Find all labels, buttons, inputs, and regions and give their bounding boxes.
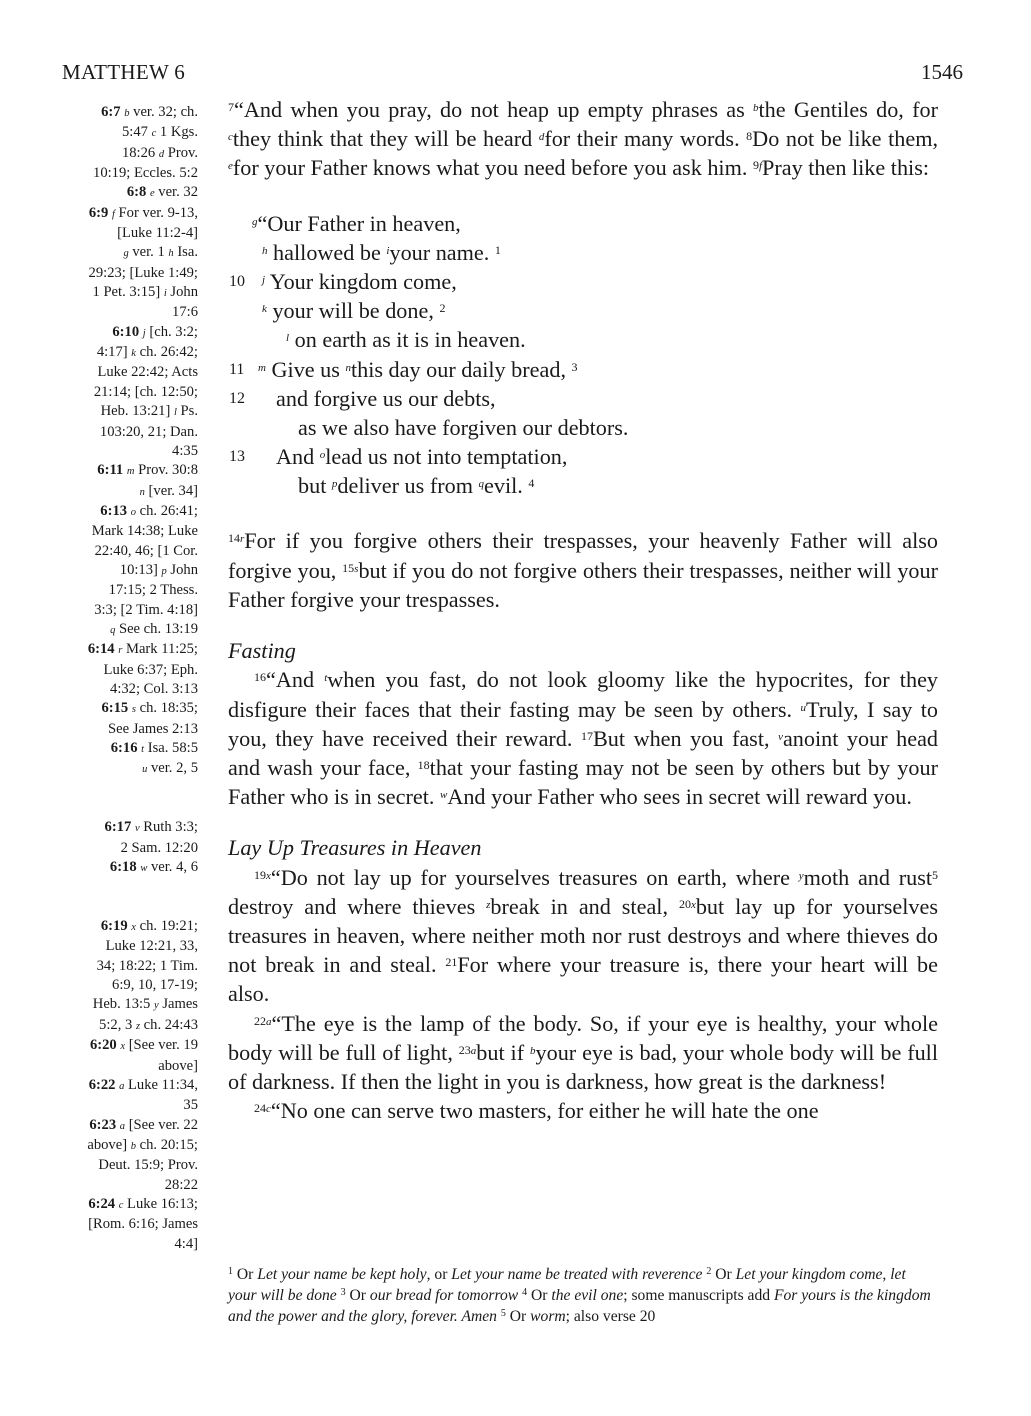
cross-ref-line: Luke 22:42; Acts (97, 364, 198, 381)
cross-ref-line: 6:11 m Prov. 30:8 (97, 462, 198, 479)
cross-ref-line: See James 2:13 (108, 720, 198, 737)
cross-ref-line: n [ver. 34] (139, 482, 198, 499)
cross-ref-line: u ver. 2, 5 (142, 760, 198, 777)
poem-line (228, 267, 938, 296)
page-number: 1546 (921, 60, 963, 84)
cross-ref-line: 29:23; [Luke 1:49; (88, 264, 198, 281)
poem-line-text: as we also have forgiven our debtors. (298, 414, 629, 440)
running-header-book-chapter: MATTHEW 6 (62, 60, 186, 84)
cross-ref-line: 1 Pet. 3:15] i John (92, 284, 198, 301)
cross-ref-line: 6:24 c Luke 16:13; (88, 1195, 198, 1212)
cross-ref-line: 103:20, 21; Dan. (99, 423, 198, 440)
poem-line-text: $^m$ Give us $^n$this day our daily bread, $^3$ (258, 356, 578, 382)
cross-ref-line: Heb. 13:5 y James (92, 996, 198, 1013)
cross-ref-line: Mark 14:38; Luke (91, 523, 198, 540)
poem-line-text: but $^p$deliver us from $^q$evil. $^4$ (298, 473, 535, 499)
poem-line-text: and forgive us our debts, (276, 385, 496, 411)
main-text (228, 95, 938, 1125)
cross-ref-line: 10:13] p John (119, 561, 198, 578)
cross-ref-line: 6:17 v Ruth 3:3; (104, 819, 198, 836)
cross-ref-line: 6:23 a [See ver. 22 (89, 1116, 198, 1133)
poem-line (228, 384, 938, 413)
verse-number: 13 (229, 448, 245, 466)
paragraph-verses-19-21: $^{19x}$“Do not lay up for yourselves treasures on earth, where $^y$moth and rust$^5$ destroy and where thieves $^z$break in and steal, $^{20x}$but lay up for yourselves treasures in heaven, where neither moth nor rust destroys and where thieves do not break in and steal. $^{21}$For where your treasure is, there your heart will be also. (228, 864, 938, 1007)
paragraph-verses-7-9: $^7$“And when you pray, do not heap up empty phrases as $^b$the Gentiles do, for $^c$they think that they will be heard $^d$for their many words. $^8$Do not be like them, $^e$for your Father knows what you need before you ask him. $^{9f}$Pray then like this: (228, 97, 939, 181)
cross-ref-line: above] b ch. 20:15; (87, 1136, 198, 1153)
cross-ref-line: 22:40, 46; [1 Cor. (94, 542, 198, 559)
poem-line-text: $^h$ hallowed be $^i$your name. $^1$ (262, 239, 501, 265)
poem-line (228, 209, 938, 238)
cross-ref-line (50, 878, 198, 897)
cross-ref-line: 4:17] k ch. 26:42; (96, 344, 198, 361)
cross-ref-line: 10:19; Eccles. 5:2 (93, 165, 198, 182)
cross-ref-line (50, 780, 198, 799)
cross-ref-line: 35 (183, 1097, 198, 1114)
cross-reference-column (50, 103, 198, 1254)
cross-ref-line: Luke 12:21, 33, (105, 938, 198, 955)
poem-line-text: $^g$“Our Father in heaven, (252, 210, 461, 236)
poem-line (228, 442, 938, 471)
paragraph-verses-14-15: $^{14r}$For if you forgive others their trespasses, your heavenly Father will also forgive you, $^{15s}$but if you do not forgive others their trespasses, neither will your Father forgive your trespasses. (228, 528, 938, 612)
poem-line (228, 238, 938, 267)
poem-line (228, 355, 938, 384)
cross-ref-line: [Rom. 6:16; James (88, 1216, 198, 1233)
cross-ref-line: 4:32; Col. 3:13 (110, 680, 198, 697)
cross-ref-line: 5:47 c 1 Kgs. (121, 124, 198, 141)
cross-ref-line: q See ch. 13:19 (110, 620, 198, 637)
verse-number: 11 (229, 360, 245, 378)
verse-number: 10 (229, 272, 245, 290)
cross-ref-line: [Luke 11:2-4] (117, 225, 198, 242)
poem-line-text: $^k$ your will be done, $^2$ (262, 298, 446, 324)
cross-ref-line: 6:15 s ch. 18:35; (101, 700, 198, 717)
poem-line-text: $^l$ on earth as it is in heaven. (286, 327, 526, 353)
cross-ref-line: 6:19 x ch. 19:21; (100, 918, 198, 935)
cross-ref-line: Luke 6:37; Eph. (103, 661, 198, 678)
cross-ref-line: 34; 18:22; 1 Tim. (96, 957, 198, 974)
cross-ref-line: 17:6 (172, 304, 198, 321)
cross-ref-line: 6:8 e ver. 32 (126, 184, 198, 201)
cross-ref-line: 21:14; [ch. 12:50; (93, 383, 198, 400)
cross-ref-line: 18:26 d Prov. (121, 144, 198, 161)
poem-line (228, 471, 938, 500)
poem-line-text: $^j$ Your kingdom come, (262, 268, 457, 294)
cross-ref-line: 3:3; [2 Tim. 4:18] (94, 601, 198, 618)
cross-ref-line (50, 898, 198, 917)
cross-ref-line: 6:14 r Mark 11:25; (87, 641, 198, 658)
cross-ref-line: above] (158, 1057, 198, 1074)
cross-ref-line: 6:13 o ch. 26:41; (100, 502, 198, 519)
cross-ref-line: 6:20 x [See ver. 19 (89, 1037, 198, 1054)
cross-ref-line: 6:16 t Isa. 58:5 (110, 740, 198, 756)
section-heading-treasures: Lay Up Treasures in Heaven (228, 835, 482, 861)
cross-ref-line: 28:22 (164, 1176, 198, 1193)
cross-ref-line: 6:9 f For ver. 9-13, (88, 204, 198, 221)
lords-prayer-poem (228, 209, 938, 501)
cross-ref-line: 5:2, 3 z ch. 24:43 (99, 1016, 198, 1033)
poem-line-text: And $^o$lead us not into temptation, (276, 444, 568, 470)
section-heading-fasting: Fasting (228, 638, 296, 664)
cross-ref-line: 6:18 w ver. 4, 6 (109, 859, 198, 876)
cross-ref-line: 6:7 b ver. 32; ch. (101, 104, 198, 120)
cross-ref-line: 6:22 a Luke 11:34, (88, 1076, 198, 1093)
cross-ref-line: 6:9, 10, 17-19; (112, 977, 198, 994)
poem-line (228, 413, 938, 442)
paragraph-verses-22-23: $^{22a}$“The eye is the lamp of the body. So, if your eye is healthy, your whole body will be full of light, $^{23a}$but if $^b$your eye is bad, your whole body will be full of darkness. If then the light in you is darkness, how great is the darkness! (228, 1010, 939, 1094)
cross-ref-line: Heb. 13:21] l Ps. (100, 403, 198, 420)
verse-number: 12 (229, 389, 245, 407)
cross-ref-line (50, 799, 198, 818)
cross-ref-line: 6:10 j [ch. 3:2; (112, 323, 198, 340)
paragraph-verses-16-18: $^{16}$“And $^t$when you fast, do not look gloomy like the hypocrites, for they disfigure their faces that their fasting may be seen by others. $^u$Truly, I say to you, they have received their reward. $^{17}$But when you fast, $^v$anoint your head and wash your face, $^{18}$that your fasting may not be seen by others but by your Father who is in secret. $^w$And your Father who sees in secret will reward you. (228, 667, 939, 810)
cross-ref-line: 17:15; 2 Thess. (108, 582, 198, 599)
cross-ref-line: 4:35 (172, 442, 198, 459)
poem-line (228, 325, 938, 354)
paragraph-verse-24: $^{24c}$“No one can serve two masters, for either he will hate the one (254, 1098, 819, 1124)
cross-ref-line: g ver. 1 h Isa. (123, 244, 198, 261)
footnotes: $^1$ Or Let your name be kept holy, or Let your name be treated with reverence $^2$ Or Let your kingdom come, let your will be done $^3$ Or our bread for tomorrow $^4$ Or the evil one; some manuscripts add For yours is the kingdom and the power and the glory, forever. Amen $^5$ Or worm; also verse 20 (228, 1266, 931, 1326)
cross-ref-line: Deut. 15:9; Prov. (98, 1157, 198, 1174)
poem-line (228, 296, 938, 325)
cross-ref-line: 2 Sam. 12:20 (120, 839, 198, 856)
cross-ref-line: 4:4] (174, 1235, 198, 1252)
